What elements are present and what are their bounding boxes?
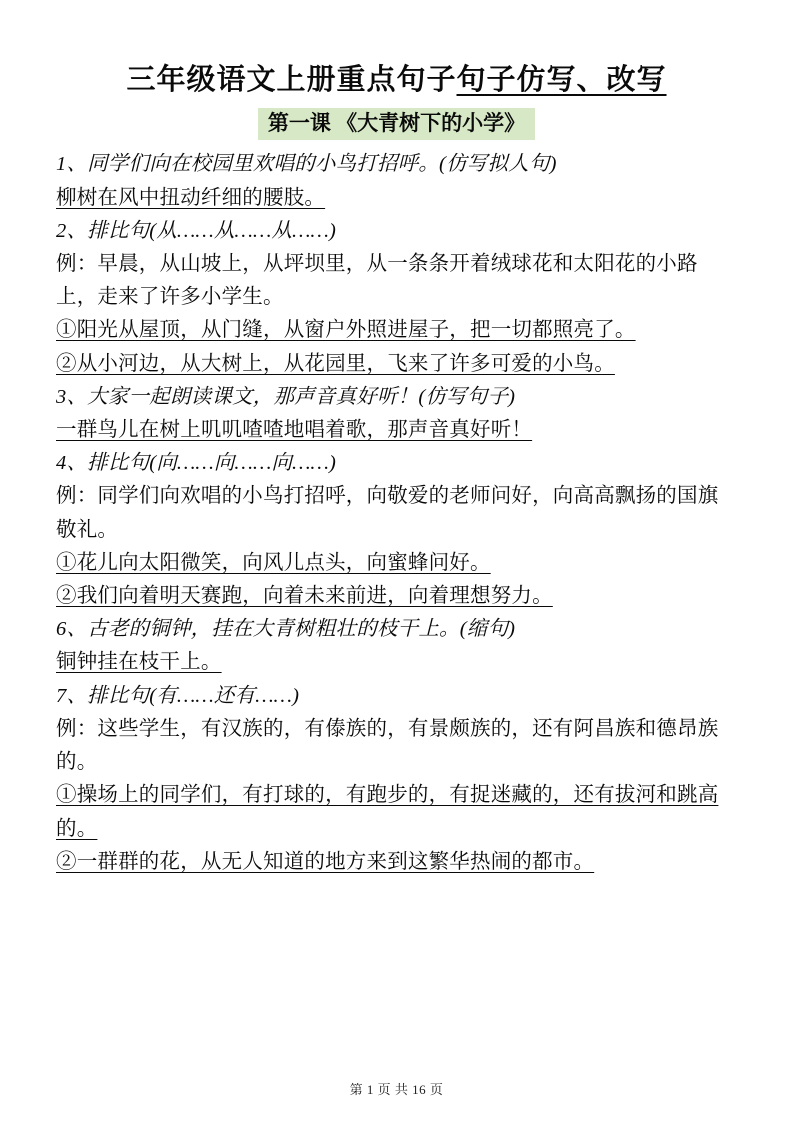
item-4-answer-2 <box>56 580 737 613</box>
item-2-prompt: 2、排比句(从……从……从……) <box>56 219 336 242</box>
item-6-answer <box>56 646 737 679</box>
item-7-prompt: 7、排比句(有……还有……) <box>56 684 300 707</box>
item-1-answer-text: 柳树在风中扭动纤细的腰肢。 <box>56 186 326 209</box>
lesson-heading: 第一课 《大青树下的小学》 <box>258 108 535 140</box>
item-4-answer-2-text: ②我们向着明天赛跑，向着未来前进，向着理想努力。 <box>56 585 553 608</box>
item-2-answer-2 <box>56 348 737 381</box>
item-4-answer-1-text: ①花儿向太阳微笑，向风儿点头，向蜜蜂问好。 <box>56 551 491 574</box>
item-3-prompt: 3、大家一起朗读课文，那声音真好听！(仿写句子) <box>56 385 516 408</box>
item-7-answer-1 <box>56 779 737 845</box>
item-3-answer <box>56 414 737 447</box>
item-1-prompt: 1、同学们向在校园里欢唱的小鸟打招呼。(仿写拟人句) <box>56 153 557 176</box>
page-title-plain: 三年级语文上册重点句子 <box>126 64 457 96</box>
lesson-heading-container <box>56 108 737 140</box>
item-4-prompt: 4、排比句(向……向……向……) <box>56 452 336 475</box>
page-title-underlined: 句子仿写、改写 <box>456 64 667 96</box>
item-7-answer-2 <box>56 846 737 879</box>
item-2-example: 例：早晨，从山坡上，从坪坝里，从一条条开着绒球花和太阳花的小路上，走来了许多小学生。 <box>56 253 698 309</box>
item-7-example: 例：这些学生，有汉族的，有傣族的，有景颇族的，还有阿昌族和德昂族的。 <box>56 717 719 774</box>
item-3-answer-text: 一群鸟儿在树上叽叽喳喳地唱着歌，那声音真好听！ <box>56 419 533 442</box>
page-footer: 第 1 页 共 16 页 <box>349 1082 444 1097</box>
item-4-answer-1 <box>56 547 737 580</box>
item-7-answer-2-text: ②一群群的花，从无人知道的地方来到这繁华热闹的都市。 <box>56 850 595 873</box>
item-2-answer-1 <box>56 314 737 347</box>
content-body <box>56 148 737 878</box>
item-4-example: 例：同学们向欢唱的小鸟打招呼，向敬爱的老师问好，向高高飘扬的国旗敬礼。 <box>56 485 719 541</box>
item-2-answer-1-text: ①阳光从屋顶，从门缝，从窗户外照进屋子，把一切都照亮了。 <box>56 319 636 342</box>
item-6-prompt: 6、古老的铜钟，挂在大青树粗壮的枝干上。(缩句) <box>56 618 516 641</box>
item-2-answer-2-text: ②从小河边，从大树上，从花园里，飞来了许多可爱的小鸟。 <box>56 352 615 375</box>
item-6-answer-text: 铜钟挂在枝干上。 <box>56 651 222 674</box>
item-1-answer <box>56 182 737 215</box>
page-title <box>56 62 737 98</box>
item-7-answer-1-text: ①操场上的同学们，有打球的，有跑步的，有捉迷藏的，还有拔河和跳高的。 <box>56 784 719 840</box>
